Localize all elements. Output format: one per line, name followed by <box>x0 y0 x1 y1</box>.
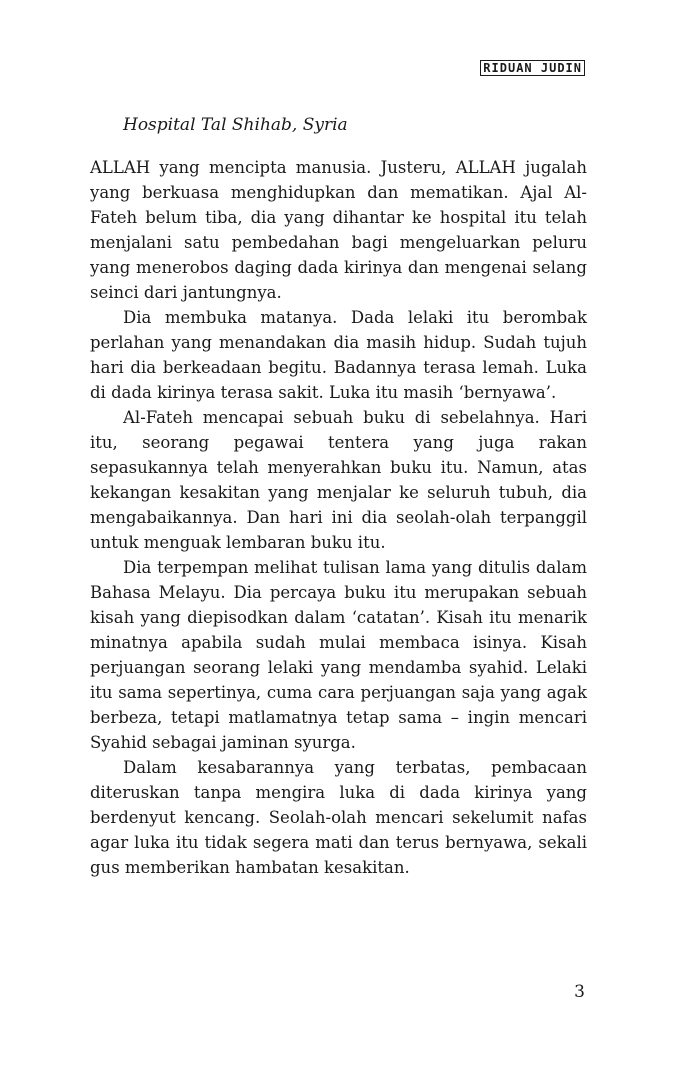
paragraph: Dalam kesabarannya yang terbatas, pembacaan diteruskan tanpa mengira luka di dada kirinya yang berdenyut kencang. Seolah-olah mencari sekelumit nafas agar luka itu tidak segera mati dan terus bernyawa, sekali gus memberikan hambatan kesakitan. <box>90 758 587 877</box>
paragraph: Dia terpempan melihat tulisan lama yang ditulis dalam Bahasa Melayu. Dia percaya buku itu merupakan sebuah kisah yang diepisodkan dalam ‘catatan’. Kisah itu menarik minatnya apabila sudah mulai membaca isinya. Kisah perjuangan seorang lelaki yang mendamba syahid. Lelaki itu sama sepertinya, cuma cara perjuangan saja yang agak berbeza, tetapi matlamatnya tetap sama – ingin mencari Syahid sebagai jaminan syurga. <box>90 558 587 752</box>
paragraph: Al-Fateh mencapai sebuah buku di sebelahnya. Hari itu, seorang pegawai tentera yang juga rakan sepasukannya telah menyerahkan buku itu. Namun, atas kekangan kesakitan yang menjalar ke seluruh tubuh, dia mengabaikannya. Dan hari ini dia seolah-olah terpanggil untuk menguak lembaran buku itu. <box>90 408 587 552</box>
body-text <box>90 155 587 880</box>
paragraph: Dia membuka matanya. Dada lelaki itu berombak perlahan yang menandakan dia masih hidup. Sudah tujuh hari dia berkeadaan begitu. Badannya terasa lemah. Luka di dada kirinya terasa sakit. Luka itu masih ‘bernyawa’. <box>90 308 587 402</box>
paragraph: ALLAH yang mencipta manusia. Justeru, ALLAH jugalah yang berkuasa menghidupkan dan mematikan. Ajal Al-Fateh belum tiba, dia yang dihantar ke hospital itu telah menjalani satu pembedahan bagi mengeluarkan peluru yang menerobos daging dada kirinya dan mengenai selang seinci dari jantungnya. <box>90 158 587 302</box>
page-number: 3 <box>574 982 585 1002</box>
running-head <box>480 60 585 76</box>
chapter-location: Hospital Tal Shihab, Syria <box>123 115 348 135</box>
running-head-text: RIDUAN JUDIN <box>480 60 585 76</box>
